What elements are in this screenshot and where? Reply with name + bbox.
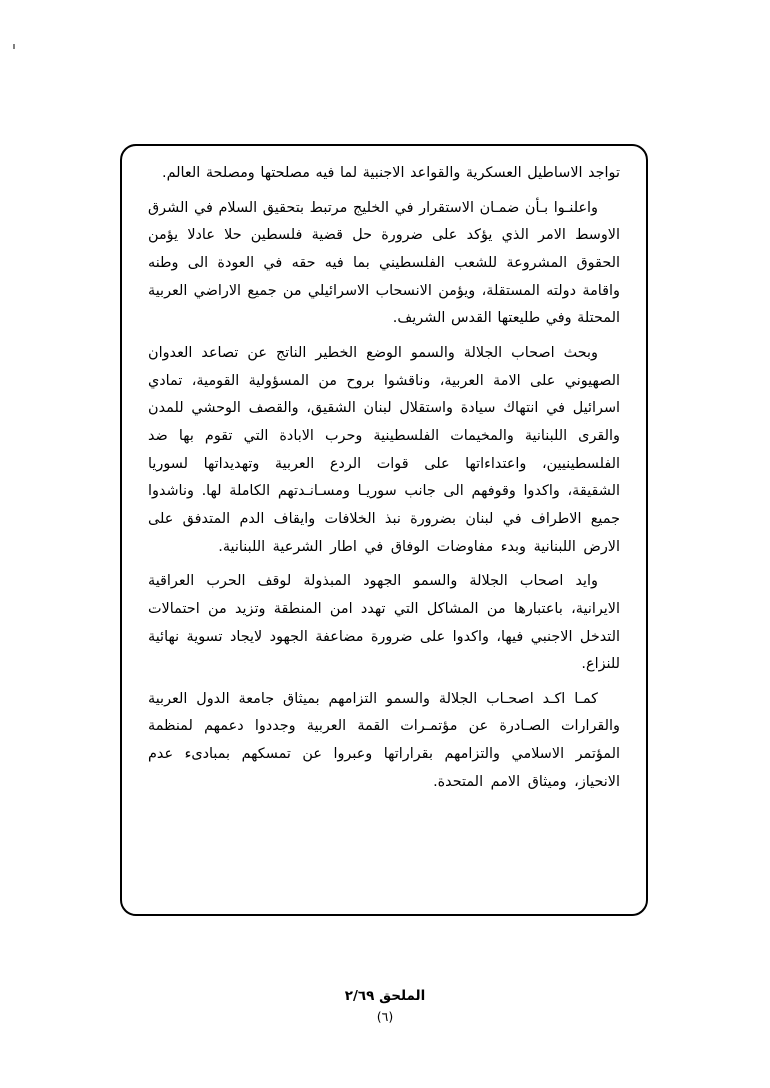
paragraph-4: وايد اصحاب الجلالة والسمو الجهود المبذولة لوقف الحرب العراقية الايرانية، باعتبارها من المشاكل التي تهدد امن المنطقة وتزيد من احتمالات التدخل الاجنبي فيها، واكدوا على ضرورة مضاعفة الجهود لايجاد تسوية نهائية للنزاع. (148, 573, 620, 673)
annex-label: الملحق ٢/٦٩ (344, 988, 426, 1004)
document-text-body (138, 160, 630, 803)
paragraph-2: واعلنـوا بـأن ضمـان الاستقرار في الخليج مرتبط بتحقيق السلام في الشرق الاوسط الامر الذي يؤكد على ضرورة حل قضية فلسطين حلا عادلا يؤمن الحقوق المشروعة للشعب الفلسطيني بما فيه حقه في العودة الى وطنه واقامة دولته المستقلة، ويؤمن الانسحاب الاسرائيلي من جميع الاراضي العربية المحتلة وفي طليعتها القدس الشريف. (148, 199, 620, 327)
paragraph-3: وبحث اصحاب الجلالة والسمو الوضع الخطير الناتج عن تصاعد العدوان الصهيوني على الامة العربية، وناقشوا بروح من المسؤولية القومية، تمادي اسرائيل في انتهاك سيادة واستقلال لبنان الشقيق، والقصف الوحشي للمدن والقرى اللبنانية والمخيمات الفلسطينية وحرب الابادة التي تقوم بها ضد الفلسطينيين، واعتداءاتها على قوات الردع العربية وتهديداتها لسوريا الشقيقة، واكدوا وقوفهم الى جانب سوريـا ومسـانـدتهم الكاملة لها. وناشدوا جميع الاطراف في لبنان بضرورة نبذ الخلافات وايقاف الدم المتدفق على الارض اللبنانية وبدء مفاوضات الوفاق في اطار الشرعية اللبنانية. (148, 344, 620, 555)
page-number: (٦) (376, 1008, 394, 1024)
paragraph-5: كمـا اكـد اصحـاب الجلالة والسمو التزامهم بميثاق جامعة الدول العربية والقرارات الصـادرة عن مؤتمـرات القمة العربية وجددوا دعمهم لمنظمة المؤتمر الاسلامي والتزامهم بقراراتها وعبروا عن تمسكهم بمبادىء عدم الانحياز، وميثاق الامم المتحدة. (148, 690, 620, 790)
paragraph-1: تواجد الاساطيل العسكرية والقواعد الاجنبية لما فيه مصلحتها ومصلحة العالم. (162, 165, 620, 181)
page-footer (0, 986, 770, 1026)
scan-artifact-speck (13, 44, 15, 49)
